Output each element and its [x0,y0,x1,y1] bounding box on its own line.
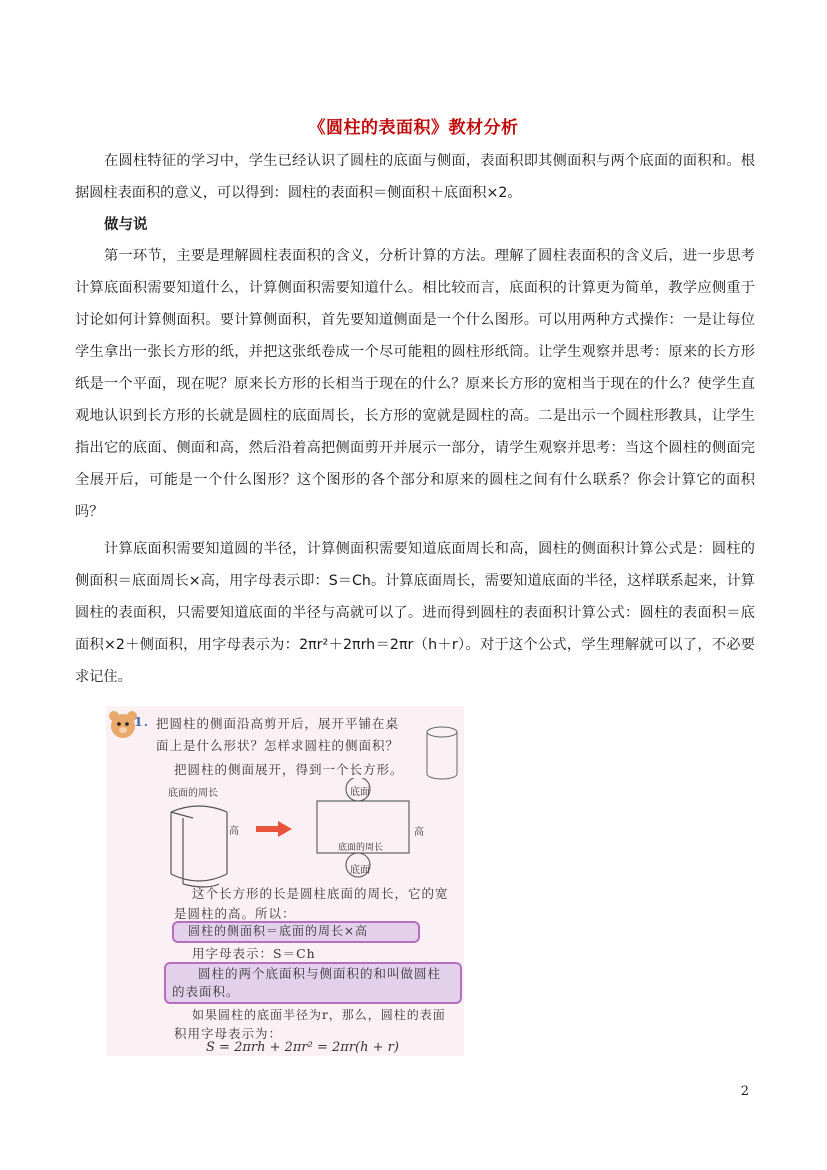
figure-line-3: 把圆柱的侧面展开，得到一个长方形。 [174,762,404,777]
label-base-bottom: 底面 [350,865,370,876]
definition-line-1: 圆柱的两个底面积与侧面积的和叫做圆柱 [198,966,442,981]
page-number: 2 [740,1084,749,1099]
label-height-left: 高 [229,826,239,837]
final-formula: S = 2πrh + 2πr² = 2πr(h + r) [206,1040,399,1055]
formula-box-text: 圆柱的侧面积＝底面的周长×高 [188,924,369,938]
text-2-line-1: 如果圆柱的底面半径为r，那么，圆柱的表面 [192,1008,446,1022]
label-base-top: 底面 [350,787,370,798]
document-title: 《圆柱的表面积》教材分析 [308,118,519,138]
section-heading: 做与说 [104,217,148,233]
definition-line-2: 的表面积。 [172,984,240,999]
small-cylinder-icon [424,724,460,784]
paragraph-2: 计算底面积需要知道圆的半径，计算侧面积需要知道底面周长和高，圆柱的侧面积计算公式是：圆柱的侧面积＝底面周长×高，用字母表示即：S＝Ch。计算底面周长，需要知道底面的半径，这样联系起来，计算圆柱的表面积，只需要知道底面的半径与高就可以了。进而得到圆柱的表面积计算公式：圆柱的表面积＝底面积×2＋侧面积，用字母表示为：2πr²＋2πrh＝2πr（h＋r）。对于这个公式，学生理解就可以了，不必要求记住。 [75,541,755,685]
opened-cylinder-diagram [161,798,241,893]
text-2-line-2: 积用字母表示为： [174,1026,283,1041]
intro-paragraph: 在圆柱特征的学习中，学生已经认识了圆柱的底面与侧面，表面积即其侧面积与两个底面的面积和。根据圆柱表面积的意义，可以得到：圆柱的表面积＝侧面积＋底面积×2。 [75,153,755,201]
textbook-figure [106,706,464,1056]
question-line-1: 把圆柱的侧面沿高剪开后，展开平铺在桌 [156,716,400,731]
label-height-right: 高 [414,827,424,838]
label-base-perimeter-inside: 底面的周长 [338,843,384,853]
right-arrow-icon [256,821,292,837]
paragraph-1: 第一环节，主要是理解圆柱表面积的含义，分析计算的方法。理解了圆柱表面积的含义后，进一步思考计算底面积需要知道什么，计算侧面积需要知道什么。相比较而言，底面积的计算更为简单，教学应侧重于讨论如何计算侧面积。要计算侧面积，首先要知道侧面是一个什么图形。可以用两种方式操作：一是让每位学生拿出一张长方形的纸，并把这张纸卷成一个尽可能粗的圆柱形纸筒。让学生观察并思考：原来的长方形纸是一个平面，现在呢？原来长方形的长相当于现在的什么？原来长方形的宽相当于现在的什么？使学生直观地认识到长方形的长就是圆柱的底面周长，长方形的宽就是圆柱的高。二是出示一个圆柱形教具，让学生指出它的底面、侧面和高，然后沿着高把侧面剪开并展示一部分，请学生观察并思考：当这个圆柱的侧面完全展开后，可能是一个什么图形？这个图形的各个部分和原来的圆柱之间有什么联系？你会计算它的面积吗？ [75,248,755,520]
text-1-line-1: 这个长方形的长是圆柱底面的周长，它的宽 [192,886,449,901]
text-1-line-2: 是圆柱的高。所以： [174,906,296,921]
question-line-2: 面上是什么形状？怎样求圆柱的侧面积？ [156,738,400,753]
label-base-perimeter: 底面的周长 [168,788,218,799]
question-number: 1. [134,714,150,729]
letter-formula: 用字母表示：S＝Ch [192,946,316,961]
